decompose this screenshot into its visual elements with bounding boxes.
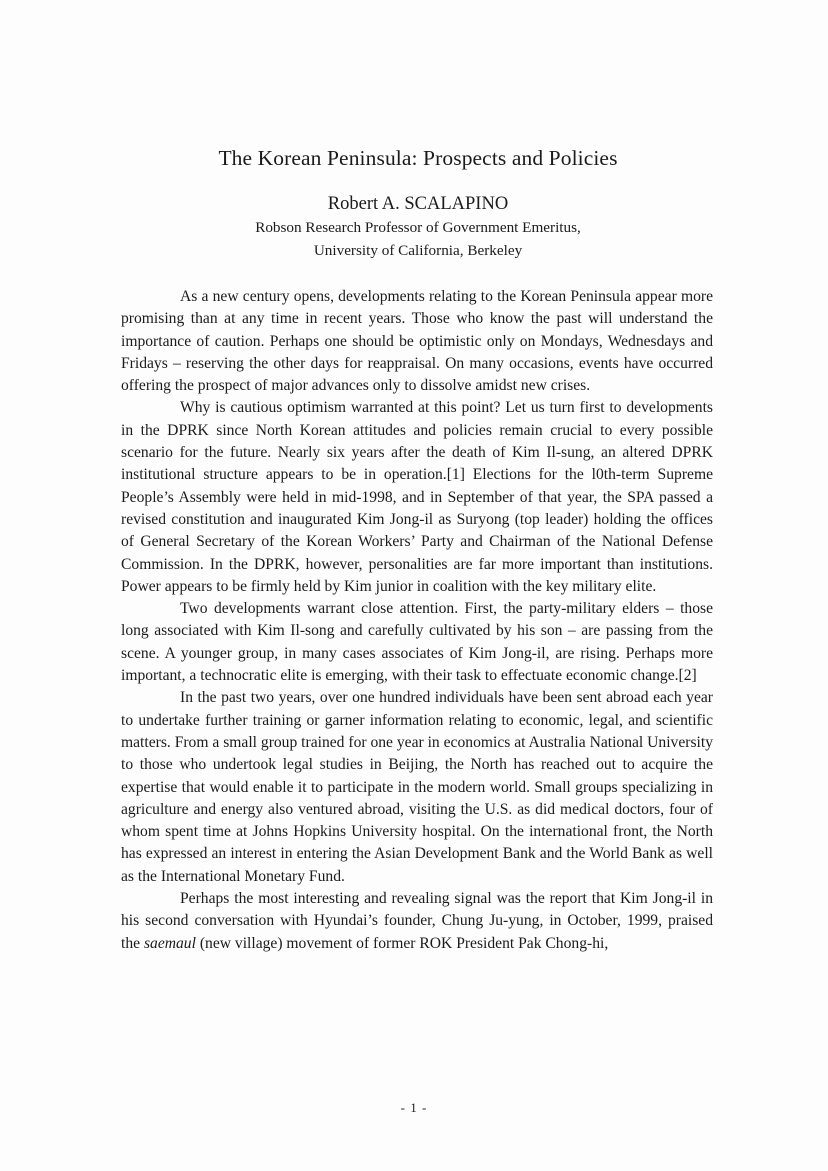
page-number: - 1 -	[400, 1100, 428, 1115]
paragraph-5	[121, 888, 713, 955]
paragraph-2: Why is cautious optimism warranted at this point? Let us turn first to developments in the DPRK since North Korean attitudes and policies remain crucial to every possible scenario for the future. Nearly six years after the death of Kim Il-sung, an altered DPRK institutional structure appears to be in operation.[1] Elections for the l0th-term Supreme People’s Assembly were held in mid-1998, and in September of that year, the SPA passed a revised constitution and inaugurated Kim Jong-il as Suryong (top leader) holding the offices of General Secretary of the Korean Workers’ Party and Chairman of the National Defense Commission. In the DPRK, however, personalities are far more important than institutions. Power appears to be firmly held by Kim junior in coalition with the key military elite.	[121, 399, 713, 595]
author-affiliation-university: University of California, Berkeley	[313, 242, 523, 259]
author-name: Robert A. SCALAPINO	[327, 194, 509, 214]
paragraph-1: As a new century opens, developments relating to the Korean Peninsula appear more promising than at any time in recent years. Those who know the past will understand the importance of caution. Perhaps one should be optimistic only on Mondays, Wednesdays and Fridays – reserving the other days for reappraisal. On many occasions, events have occurred offering the prospect of major advances only to dissolve amidst new crises.	[121, 288, 713, 395]
paragraph-3: Two developments warrant close attention. First, the party-military elders – those long associated with Kim Il-song and carefully cultivated by his son – are passing from the scene. A younger group, in many cases associates of Kim Jong-il, are rising. Perhaps more important, a technocratic elite is emerging, with their task to effectuate economic change.[2]	[121, 600, 713, 685]
italic-term: saemaul	[143, 934, 196, 952]
document-title: The Korean Peninsula: Prospects and Policies	[218, 146, 618, 170]
paragraph-5-text-start: Perhaps the most interesting and revealing signal was the report that Kim Jong-il in his second conversation with Hyundai’s founder, Chung Ju-yung, in October, 1999, praised the	[121, 890, 713, 952]
paragraph-4: In the past two years, over one hundred individuals have been sent abroad each year to undertake further training or garner information relating to economic, legal, and scientific matters. From a small group trained for one year in economics at Australia National University to those who undertook legal studies in Beijing, the North has reached out to acquire the expertise that would enable it to participate in the modern world. Small groups specializing in agriculture and energy also ventured abroad, visiting the U.S. as did medical doctors, four of whom spent time at Johns Hopkins University hospital. On the international front, the North has expressed an interest in entering the Asian Development Bank and the World Bank as well as the International Monetary Fund.	[121, 689, 713, 885]
body-text	[121, 286, 713, 955]
paragraph-5-text-end: (new village) movement of former ROK President Pak Chong-hi,	[195, 934, 609, 952]
author-affiliation-title: Robson Research Professor of Government Emeritus,	[255, 219, 581, 236]
